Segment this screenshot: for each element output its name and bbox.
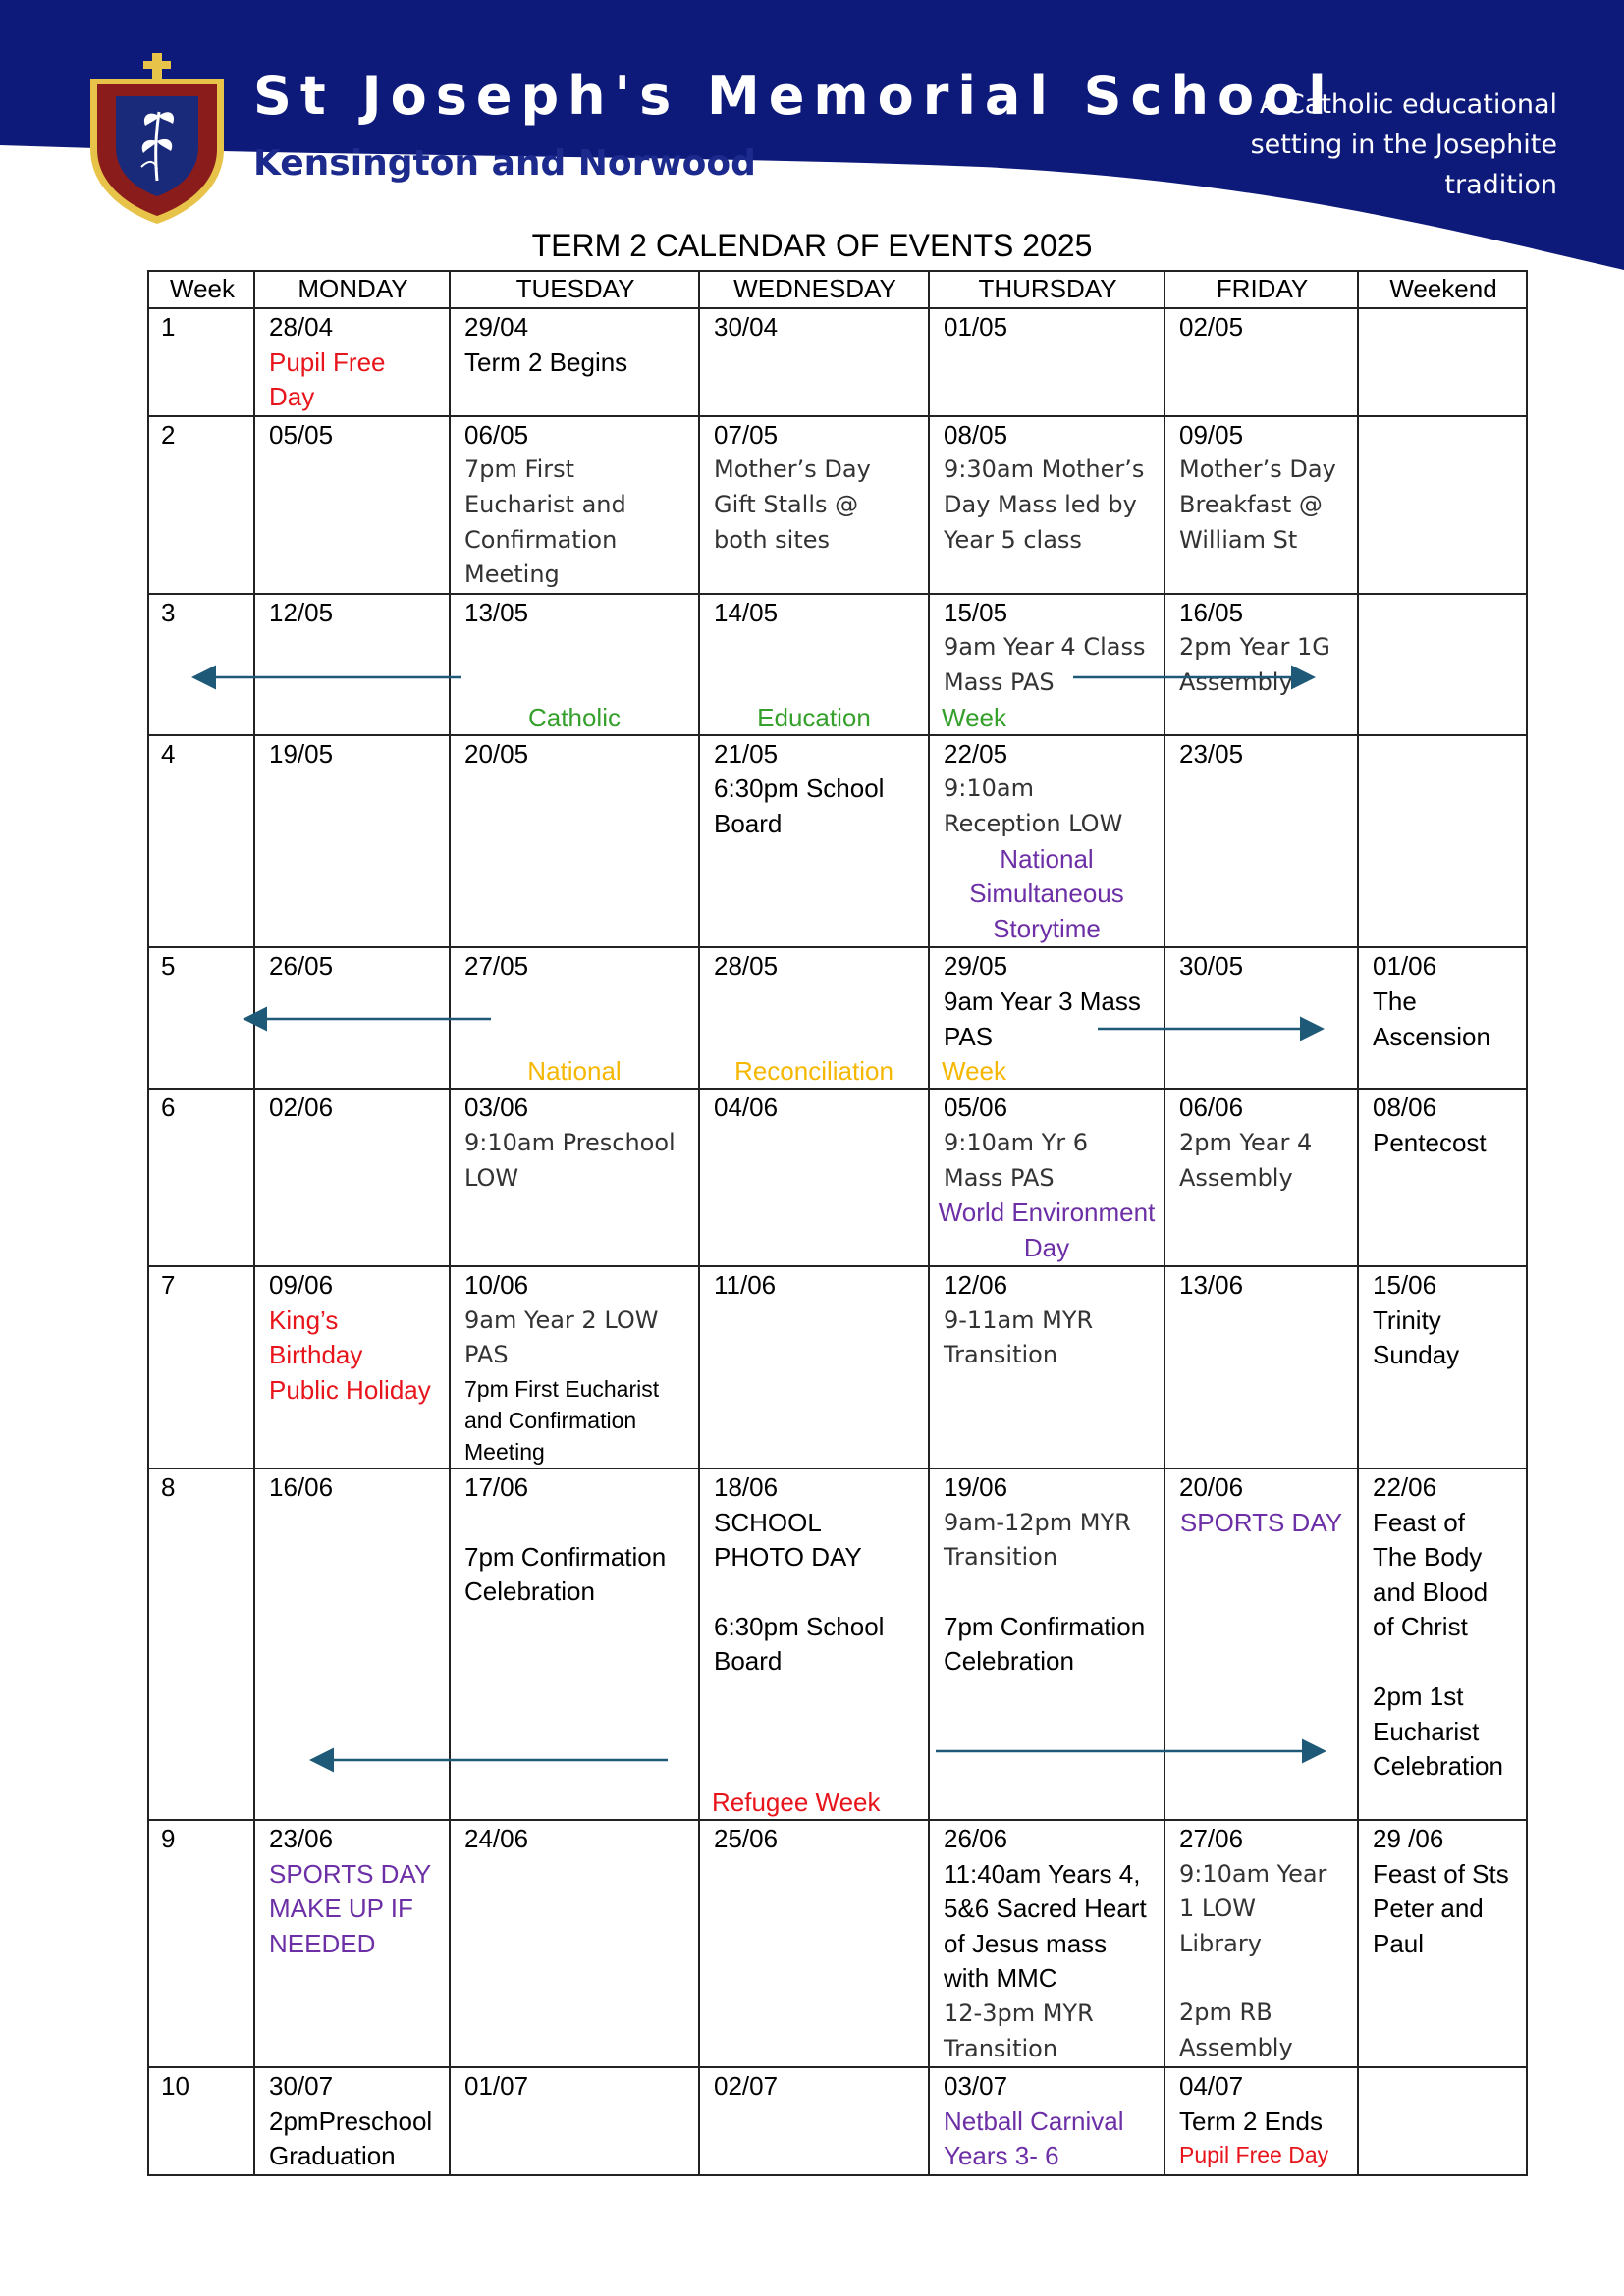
event-text: 7pm First Eucharist and Confirmation Meeting: [464, 1376, 660, 1466]
column-header: TUESDAY: [450, 271, 699, 308]
day-date: 28/04: [269, 312, 334, 342]
event-text: 9:30am Mother’s Day Mass led by Year 5 class: [944, 455, 1145, 554]
special-week-label: National: [527, 1056, 622, 1087]
day-date: 02/06: [269, 1093, 334, 1123]
day-date: 30/04: [714, 312, 779, 342]
event-text: Trinity Sunday: [1373, 1305, 1460, 1370]
day-cell: [1358, 947, 1527, 1089]
day-cell: [254, 1468, 450, 1820]
day-date: 29/05: [944, 951, 1008, 982]
week-number: 6: [148, 1089, 254, 1266]
day-date: 17/06: [464, 1472, 529, 1503]
day-date: 20/05: [464, 738, 529, 769]
day-cell: [1164, 1089, 1358, 1266]
event-text: 2pm Year 4 Assembly: [1179, 1128, 1313, 1192]
day-cell: [699, 1820, 929, 2067]
day-cell: [929, 2067, 1164, 2175]
event-text: Netball Carnival Years 3- 6: [944, 2106, 1124, 2171]
event-text: Feast of Sts Peter and Paul: [1373, 1858, 1509, 1958]
day-date: 14/05: [714, 597, 779, 627]
day-cell: [929, 735, 1164, 948]
event-text: 7pm Confirmation Celebration: [944, 1611, 1146, 1677]
table-row: [148, 947, 1527, 1089]
day-date: 23/05: [1179, 738, 1244, 769]
column-header: Weekend: [1358, 271, 1527, 308]
special-week-label: Week: [942, 702, 1006, 732]
day-cell: [450, 594, 699, 735]
day-cell: [699, 1089, 929, 1266]
day-cell: [699, 416, 929, 594]
day-cell: [699, 308, 929, 416]
day-date: 29 /06: [1373, 1824, 1444, 1854]
table-row: [148, 1089, 1527, 1266]
event-text: 2pm Year 1G Assembly: [1179, 633, 1330, 696]
week-number: 4: [148, 735, 254, 948]
event-text: 9:10am Preschool LOW: [464, 1128, 676, 1192]
day-date: 26/06: [944, 1824, 1008, 1854]
week-number: 10: [148, 2067, 254, 2175]
day-cell: [1164, 2067, 1358, 2175]
week-number: 9: [148, 1820, 254, 2067]
event-text: Pentecost: [1373, 1127, 1487, 1157]
day-date: 04/06: [714, 1093, 779, 1123]
day-date: 28/05: [714, 951, 779, 982]
day-cell: [1164, 416, 1358, 594]
event-text: [1373, 1645, 1514, 1680]
day-date: 05/05: [269, 419, 334, 450]
day-cell: [450, 1820, 699, 2067]
event-text: 9am-12pm MYR Transition: [944, 1508, 1131, 1572]
event-text: 2pm 1st Eucharist Celebration: [1373, 1682, 1503, 1782]
day-cell: [1164, 1266, 1358, 1468]
day-cell: [699, 947, 929, 1089]
school-name: St Joseph's Memorial School: [253, 65, 1335, 127]
day-date: 04/07: [1179, 2071, 1244, 2102]
day-date: 15/05: [944, 597, 1008, 627]
event-text: 9-11am MYR Transition: [944, 1306, 1094, 1369]
table-row: [148, 416, 1527, 594]
day-date: 27/05: [464, 951, 529, 982]
event-text: 2pm RB Assembly: [1179, 1999, 1293, 2062]
day-cell: [450, 416, 699, 594]
event-text: [1179, 1961, 1345, 1996]
event-text: [714, 1575, 916, 1610]
day-cell: [1358, 416, 1527, 594]
event-text: 6:30pm School Board: [714, 1611, 885, 1677]
calendar-body: [148, 308, 1527, 2175]
day-cell: [1358, 735, 1527, 948]
event-text: 7pm First Eucharist and Confirmation Meeting: [464, 455, 626, 589]
event-text: SPORTS DAY: [1179, 1507, 1343, 1537]
day-cell: [254, 735, 450, 948]
day-date: 26/05: [269, 951, 334, 982]
event-text: 2pmPreschool Graduation: [269, 2106, 433, 2171]
day-date: 16/05: [1179, 597, 1244, 627]
day-cell: [929, 416, 1164, 594]
event-text: Term 2 Ends: [1179, 2106, 1323, 2136]
table-row: [148, 735, 1527, 948]
day-cell: [1164, 1468, 1358, 1820]
day-cell: [1358, 594, 1527, 735]
day-date: 01/06: [1373, 951, 1437, 982]
table-row: [148, 594, 1527, 735]
day-cell: [1358, 308, 1527, 416]
day-cell: [929, 1820, 1164, 2067]
day-cell: [1358, 1820, 1527, 2067]
column-header: MONDAY: [254, 271, 450, 308]
day-cell: [254, 1266, 450, 1468]
day-date: 19/05: [269, 738, 334, 769]
school-tagline: A Catholic educational setting in the Josephite tradition: [1250, 89, 1557, 200]
event-text: 9:10am Yr 6 Mass PAS: [944, 1128, 1089, 1192]
day-date: 29/04: [464, 312, 529, 342]
day-cell: [254, 947, 450, 1089]
day-cell: [929, 1468, 1164, 1820]
event-text: [464, 1506, 686, 1540]
table-row: [148, 1468, 1527, 1820]
week-number: 2: [148, 416, 254, 594]
event-text: [944, 1575, 1152, 1610]
day-cell: [254, 2067, 450, 2175]
column-header: FRIDAY: [1164, 271, 1358, 308]
day-date: 03/07: [944, 2071, 1008, 2102]
table-row: [148, 2067, 1527, 2175]
event-text: Feast of The Body and Blood of Christ: [1373, 1507, 1489, 1642]
event-text: Mother’s Day Breakfast @ William St: [1179, 455, 1336, 554]
week-number: 8: [148, 1468, 254, 1820]
column-header: Week: [148, 271, 254, 308]
day-date: 09/06: [269, 1270, 334, 1301]
event-text: 9:10am Reception LOW: [944, 774, 1123, 837]
day-cell: [254, 416, 450, 594]
event-text: 9am Year 4 Class Mass PAS: [944, 633, 1146, 696]
day-cell: [699, 594, 929, 735]
column-header: THURSDAY: [929, 271, 1164, 308]
day-date: 15/06: [1373, 1270, 1437, 1301]
table-header-row: [148, 271, 1527, 308]
day-cell: [929, 594, 1164, 735]
event-text: The Ascension: [1373, 986, 1490, 1051]
day-cell: [929, 947, 1164, 1089]
table-row: [148, 1266, 1527, 1468]
event-text: World Environment Day: [938, 1198, 1156, 1262]
day-date: 22/05: [944, 738, 1008, 769]
day-date: 21/05: [714, 738, 779, 769]
event-text: 9am Year 2 LOW PAS: [464, 1306, 659, 1369]
day-date: 20/06: [1179, 1472, 1244, 1503]
day-cell: [1358, 1266, 1527, 1468]
day-date: 11/06: [714, 1270, 777, 1301]
day-cell: [254, 1820, 450, 2067]
school-subtitle: Kensington and Norwood: [253, 143, 756, 184]
table-row: [148, 308, 1527, 416]
table-row: [148, 1820, 1527, 2067]
day-cell: [254, 1089, 450, 1266]
calendar-title: TERM 2 CALENDAR OF EVENTS 2025: [531, 228, 1093, 263]
day-date: 13/06: [1179, 1270, 1244, 1301]
week-number: 5: [148, 947, 254, 1089]
day-date: 05/06: [944, 1093, 1008, 1123]
day-date: 12/05: [269, 597, 334, 627]
day-cell: [699, 2067, 929, 2175]
day-date: 09/05: [1179, 419, 1244, 450]
event-text: National Simultaneous Storytime: [969, 843, 1124, 943]
day-cell: [1164, 735, 1358, 948]
day-date: 06/06: [1179, 1093, 1244, 1123]
day-date: 23/06: [269, 1824, 334, 1854]
event-text: Pupil Free Day: [1179, 2142, 1329, 2168]
column-header: WEDNESDAY: [699, 271, 929, 308]
school-crest-logo: [81, 51, 234, 228]
day-date: 07/05: [714, 419, 779, 450]
day-date: 06/05: [464, 419, 529, 450]
day-cell: [1358, 1089, 1527, 1266]
day-date: 30/07: [269, 2071, 334, 2102]
special-week-label: Refugee Week: [712, 1788, 881, 1818]
day-cell: [699, 735, 929, 948]
special-week-label: Reconciliation: [734, 1056, 893, 1087]
event-text: 11:40am Years 4, 5&6 Sacred Heart of Jesus mass with MMC: [944, 1858, 1147, 1994]
day-cell: [699, 1468, 929, 1820]
day-date: 19/06: [944, 1472, 1008, 1503]
day-date: 01/05: [944, 312, 1008, 342]
day-cell: [1164, 594, 1358, 735]
day-cell: [450, 1266, 699, 1468]
event-text: 9am Year 3 Mass PAS: [944, 986, 1141, 1051]
day-date: 24/06: [464, 1824, 529, 1854]
day-cell: [450, 947, 699, 1089]
day-cell: [929, 1266, 1164, 1468]
day-date: 03/06: [464, 1093, 529, 1123]
event-text: King’s Birthday Public Holiday: [269, 1305, 431, 1406]
day-date: 30/05: [1179, 951, 1244, 982]
day-cell: [450, 1468, 699, 1820]
event-text: Term 2 Begins: [464, 347, 628, 377]
event-text: SPORTS DAY MAKE UP IF NEEDED: [269, 1858, 431, 1958]
day-date: 12/06: [944, 1270, 1008, 1301]
day-cell: [1358, 1468, 1527, 1820]
day-date: 01/07: [464, 2071, 529, 2102]
event-text: Mother’s Day Gift Stalls @ both sites: [714, 455, 871, 554]
day-date: 27/06: [1179, 1824, 1244, 1854]
week-number: 7: [148, 1266, 254, 1468]
day-cell: [254, 308, 450, 416]
day-cell: [1164, 308, 1358, 416]
week-number: 3: [148, 594, 254, 735]
day-date: 25/06: [714, 1824, 779, 1854]
day-cell: [450, 735, 699, 948]
day-date: 08/06: [1373, 1093, 1437, 1123]
day-cell: [254, 594, 450, 735]
week-number: 1: [148, 308, 254, 416]
day-cell: [450, 308, 699, 416]
day-cell: [1164, 1820, 1358, 2067]
day-date: 02/05: [1179, 312, 1244, 342]
special-week-label: Week: [942, 1056, 1006, 1087]
day-date: 22/06: [1373, 1472, 1437, 1503]
event-text: 6:30pm School Board: [714, 774, 885, 838]
event-text: Pupil Free Day: [269, 347, 386, 412]
event-text: 7pm Confirmation Celebration: [464, 1541, 667, 1607]
special-week-label: Catholic: [528, 702, 621, 732]
day-cell: [450, 1089, 699, 1266]
day-date: 02/07: [714, 2071, 779, 2102]
event-text: SCHOOL PHOTO DAY: [714, 1507, 862, 1573]
day-date: 08/05: [944, 419, 1008, 450]
day-cell: [1164, 947, 1358, 1089]
day-cell: [929, 308, 1164, 416]
event-text: 12-3pm MYR Transition: [944, 2000, 1094, 2062]
event-text: 9:10am Year 1 LOW Library: [1179, 1859, 1327, 1957]
day-date: 10/06: [464, 1270, 529, 1301]
day-cell: [450, 2067, 699, 2175]
day-date: 13/05: [464, 597, 529, 627]
day-date: 16/06: [269, 1472, 334, 1503]
day-date: 18/06: [714, 1472, 779, 1503]
special-week-label: Education: [757, 702, 871, 732]
day-cell: [699, 1266, 929, 1468]
day-cell: [929, 1089, 1164, 1266]
term-calendar-table: [147, 270, 1528, 2176]
day-cell: [1358, 2067, 1527, 2175]
